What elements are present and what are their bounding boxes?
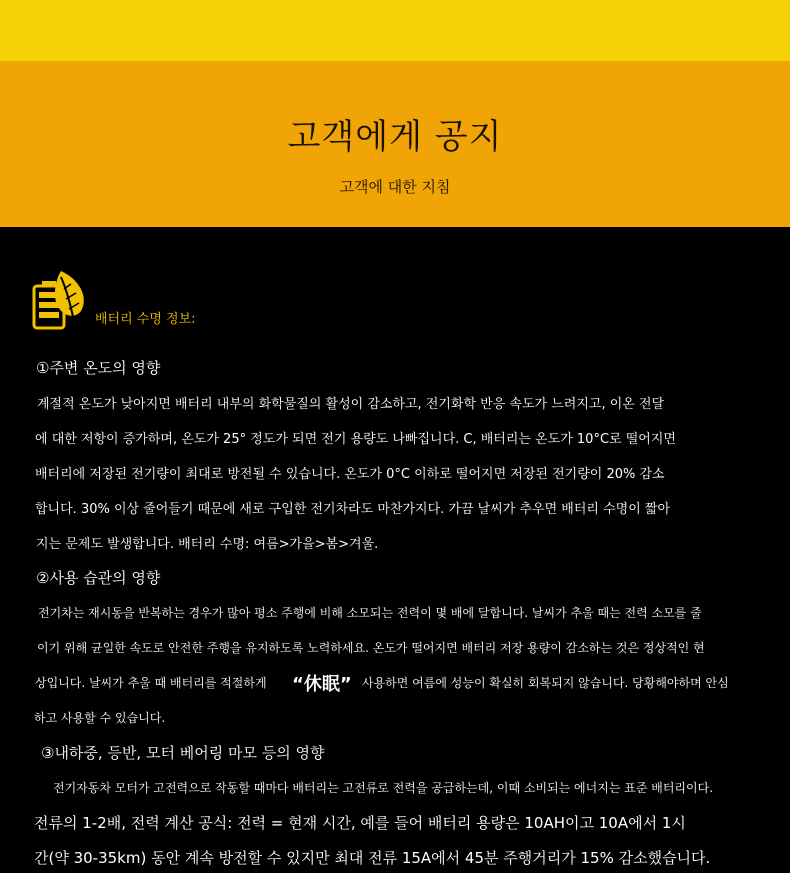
paragraph-line: 간(약 30-35km) 동안 계속 방전할 수 있지만 최대 전류 15A에서 45분 주행거리가 15% 감소했습니다. (34, 849, 711, 867)
paragraph-line: 상입니다. 날씨가 추울 때 배터리를 적절하게 (35, 676, 267, 690)
paragraph-line: 배터리에 저장된 전기량이 최대로 방전될 수 있습니다. 온도가 0°C 이하로 떨어지면 저장된 전기량이 20% 감소 (35, 467, 665, 482)
paragraph-line: 하고 사용할 수 있습니다. (34, 711, 166, 725)
section-heading-temperature: ①주변 온도의 영향 (36, 359, 161, 377)
battery-leaf-icon (31, 269, 89, 331)
page-subtitle: 고객에 대한 지침 (339, 178, 451, 196)
paragraph-line: 에 대한 저항이 증가하며, 온도가 25° 정도가 되면 전기 용량도 나빠집니다. C, 배터리는 온도가 10°C로 떨어지면 (35, 432, 676, 447)
section-heading-load-climbing: ③내하중, 등반, 모터 베어링 마모 등의 영향 (41, 744, 325, 762)
section-label: 배터리 수명 정보: (95, 312, 196, 327)
content-area (0, 227, 790, 873)
paragraph-line: 지는 문제도 발생합니다. 배터리 수명: 여름>가을>봄>겨울. (36, 537, 379, 552)
page-title: 고객에게 공지 (287, 117, 503, 157)
paragraph-line: 계절적 온도가 낮아지면 배터리 내부의 화학물질의 활성이 감소하고, 전기화학 반응 속도가 느려지고, 이온 전달 (37, 397, 665, 412)
paragraph-line: 합니다. 30% 이상 줄어들기 때문에 새로 구입한 전기차라도 마찬가지다. 가끔 날씨가 추우면 배터리 수명이 짧아 (35, 502, 671, 517)
paragraph-line: 이기 위해 균일한 속도로 안전한 주행을 유지하도록 노력하세요. 온도가 떨어지면 배터리 저장 용량이 감소하는 것은 정상적인 현 (37, 641, 705, 655)
section-heading-usage-habits: ②사용 습관의 영향 (36, 569, 161, 587)
paragraph-line: 전기차는 재시동을 반복하는 경우가 많아 평소 주행에 비해 소모되는 전력이 몇 배에 달합니다. 날씨가 추울 때는 전력 소모를 줄 (38, 606, 702, 620)
highlighted-term: “休眠” (292, 674, 352, 695)
top-color-strip (0, 0, 790, 61)
paragraph-line: 사용하면 여름에 성능이 확실히 회복되지 않습니다. 당황해야하며 안심 (362, 676, 729, 690)
paragraph-line: 전류의 1-2배, 전력 계산 공식: 전력 = 현재 시간, 예를 들어 배터리 용량은 10AH이고 10A에서 1시 (34, 814, 686, 832)
header-banner (0, 61, 790, 227)
paragraph-line: 전기자동차 모터가 고전력으로 작동할 때마다 배터리는 고전류로 전력을 공급하는데, 이때 소비되는 에너지는 표준 배터리이다. (53, 781, 714, 795)
